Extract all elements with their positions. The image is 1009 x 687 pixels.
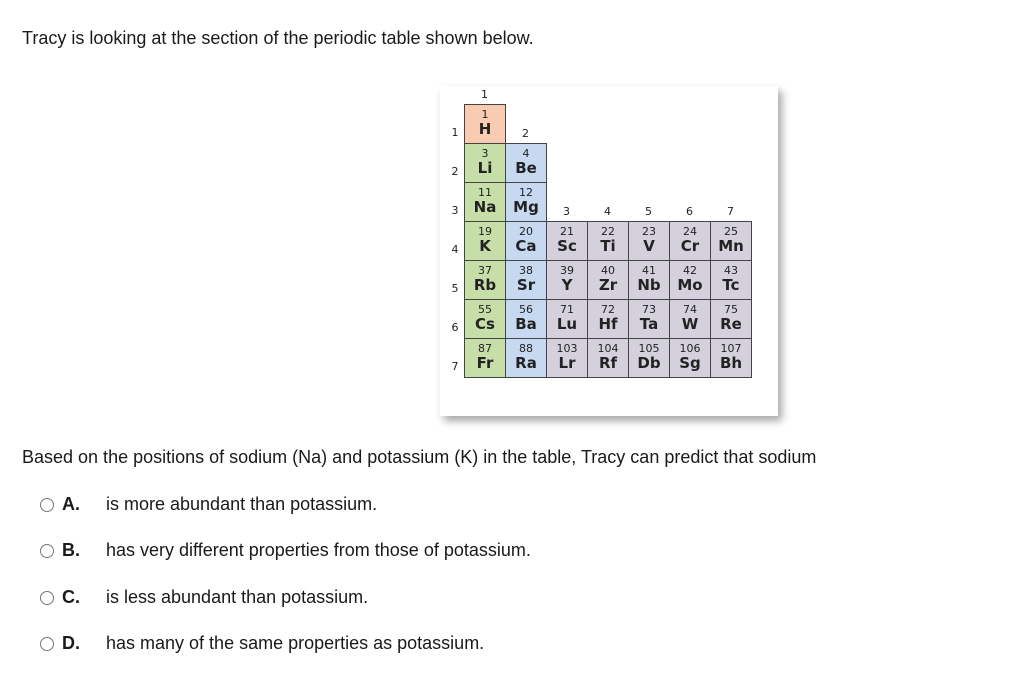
atomic-number: 37 (478, 264, 492, 277)
element-symbol: Mn (718, 237, 744, 255)
period-label: 1 (451, 126, 459, 139)
element-symbol: Mo (677, 276, 703, 294)
element-cell-w (669, 299, 711, 339)
element-symbol: V (643, 237, 655, 255)
element-cell-cs (464, 299, 506, 339)
periodic-table (440, 86, 778, 416)
atomic-number: 74 (683, 303, 697, 316)
element-cell-zr (587, 260, 629, 300)
element-symbol: Be (515, 159, 537, 177)
element-cell-ra (505, 338, 547, 378)
element-cell-re (710, 299, 752, 339)
atomic-number: 23 (642, 225, 656, 238)
element-symbol: Fr (476, 354, 494, 372)
element-cell-mn (710, 221, 752, 261)
period-label: 2 (451, 165, 459, 178)
element-symbol: Sc (557, 237, 577, 255)
element-symbol: Sr (516, 276, 536, 294)
element-cell-v (628, 221, 670, 261)
atomic-number: 42 (683, 264, 697, 277)
periodic-table-figure (440, 86, 778, 416)
element-symbol: Lu (556, 315, 578, 333)
atomic-number: 107 (720, 342, 742, 355)
atomic-number: 1 (481, 108, 489, 121)
option-c[interactable] (40, 587, 368, 608)
group-label: 5 (645, 205, 652, 218)
element-cell-db (628, 338, 670, 378)
element-symbol: Zr (598, 276, 618, 294)
element-cell-ti (587, 221, 629, 261)
element-cell-cr (669, 221, 711, 261)
element-symbol: Nb (637, 276, 661, 294)
element-symbol: Ba (515, 315, 537, 333)
atomic-number: 4 (522, 147, 530, 160)
atomic-number: 22 (601, 225, 615, 238)
radio-icon[interactable] (40, 498, 54, 512)
group-label: 1 (481, 88, 488, 101)
element-symbol: Ti (600, 237, 616, 255)
option-letter: A. (62, 494, 80, 514)
option-letter: D. (62, 633, 80, 653)
option-b[interactable] (40, 540, 531, 561)
element-symbol: Tc (722, 276, 740, 294)
element-symbol: Ra (515, 354, 537, 372)
atomic-number: 21 (560, 225, 574, 238)
option-a[interactable] (40, 494, 377, 515)
element-symbol: H (478, 120, 492, 138)
element-cell-ta (628, 299, 670, 339)
atomic-number: 38 (519, 264, 533, 277)
atomic-number: 73 (642, 303, 656, 316)
option-d[interactable] (40, 633, 484, 654)
element-cell-mo (669, 260, 711, 300)
period-label: 7 (451, 360, 459, 373)
radio-icon[interactable] (40, 637, 54, 651)
atomic-number: 87 (478, 342, 492, 355)
element-cell-hf (587, 299, 629, 339)
element-cell-sg (669, 338, 711, 378)
atomic-number: 72 (601, 303, 615, 316)
element-symbol: Lr (558, 354, 576, 372)
element-symbol: W (681, 315, 699, 333)
element-symbol: Cr (680, 237, 700, 255)
atomic-number: 20 (519, 225, 533, 238)
element-cell-bh (710, 338, 752, 378)
atomic-number: 106 (679, 342, 701, 355)
element-cell-li (464, 143, 506, 183)
period-label: 6 (451, 321, 459, 334)
group-label: 6 (686, 205, 693, 218)
element-symbol: Y (561, 276, 573, 294)
atomic-number: 12 (519, 186, 533, 199)
radio-icon[interactable] (40, 591, 54, 605)
atomic-number: 75 (724, 303, 738, 316)
atomic-number: 103 (556, 342, 578, 355)
element-symbol: Cs (475, 315, 495, 333)
atomic-number: 40 (601, 264, 615, 277)
element-symbol: Re (720, 315, 742, 333)
element-cell-mg (505, 182, 547, 222)
element-cell-k (464, 221, 506, 261)
element-symbol: Db (637, 354, 661, 372)
element-cell-ba (505, 299, 547, 339)
element-symbol: Bh (719, 354, 743, 372)
group-label: 3 (563, 205, 570, 218)
group-label: 7 (727, 205, 734, 218)
element-cell-lr (546, 338, 588, 378)
atomic-number: 39 (560, 264, 574, 277)
atomic-number: 56 (519, 303, 533, 316)
radio-icon[interactable] (40, 544, 54, 558)
atomic-number: 3 (481, 147, 489, 160)
element-cell-rb (464, 260, 506, 300)
group-label: 2 (522, 127, 529, 140)
element-cell-na (464, 182, 506, 222)
element-symbol: Ta (639, 315, 659, 333)
period-label: 3 (451, 204, 459, 217)
option-letter: B. (62, 540, 80, 560)
option-text: has very different properties from those of potassium. (106, 540, 531, 560)
element-symbol: Hf (598, 315, 618, 333)
atomic-number: 41 (642, 264, 656, 277)
atomic-number: 88 (519, 342, 533, 355)
intro-text: Tracy is looking at the section of the periodic table shown below. (22, 28, 534, 48)
element-symbol: Rb (473, 276, 497, 294)
element-cell-be (505, 143, 547, 183)
period-label: 5 (451, 282, 459, 295)
element-cell-ca (505, 221, 547, 261)
element-cell-nb (628, 260, 670, 300)
option-letter: C. (62, 587, 80, 607)
element-cell-sc (546, 221, 588, 261)
element-symbol: Rf (598, 354, 618, 372)
element-cell-lu (546, 299, 588, 339)
element-symbol: K (479, 237, 491, 255)
element-symbol: Mg (513, 198, 539, 216)
element-symbol: Li (477, 159, 493, 177)
element-cell-fr (464, 338, 506, 378)
element-symbol: Sg (679, 354, 701, 372)
option-text: is more abundant than potassium. (106, 494, 378, 514)
question-text: Based on the positions of sodium (Na) and potassium (K) in the table, Tracy can predict that sodium (22, 447, 817, 467)
atomic-number: 43 (724, 264, 738, 277)
option-text: has many of the same properties as potassium. (106, 633, 485, 653)
element-cell-y (546, 260, 588, 300)
group-label: 4 (604, 205, 611, 218)
atomic-number: 24 (683, 225, 697, 238)
element-cell-sr (505, 260, 547, 300)
element-cell-rf (587, 338, 629, 378)
element-symbol: Na (473, 198, 497, 216)
period-label: 4 (451, 243, 459, 256)
atomic-number: 11 (478, 186, 492, 199)
atomic-number: 25 (724, 225, 738, 238)
atomic-number: 71 (560, 303, 574, 316)
element-cell-tc (710, 260, 752, 300)
atomic-number: 105 (638, 342, 660, 355)
atomic-number: 19 (478, 225, 492, 238)
option-text: is less abundant than potassium. (106, 587, 369, 607)
atomic-number: 55 (478, 303, 492, 316)
element-symbol: Ca (515, 237, 537, 255)
element-cell-h (464, 104, 506, 144)
atomic-number: 104 (597, 342, 619, 355)
